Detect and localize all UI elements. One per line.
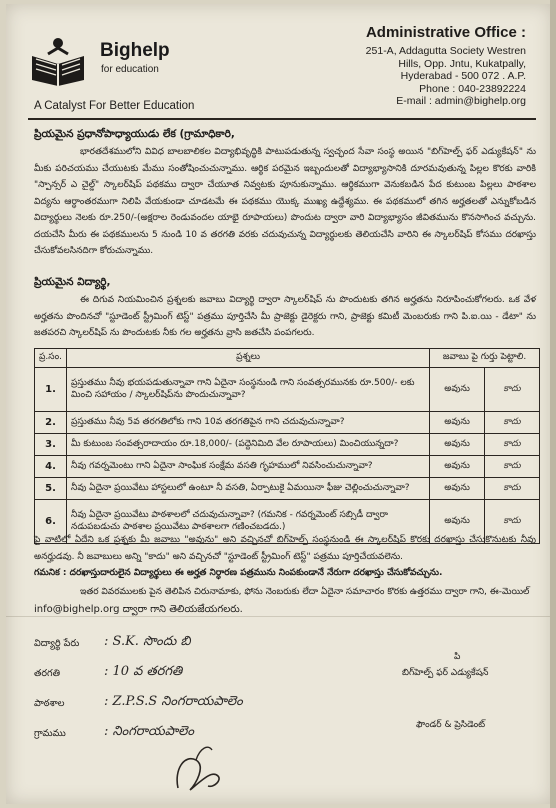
handwritten-signature [166, 740, 236, 800]
header-divider [28, 118, 536, 120]
student-name-field [34, 634, 191, 651]
eligibility-paragraph [34, 292, 536, 342]
eligibility-question-table [34, 348, 540, 544]
address-line: Hyderabad - 500 072 . A.P. [400, 70, 526, 82]
answer-yes-option[interactable]: అవును [430, 478, 485, 500]
intro-paragraph [34, 144, 536, 260]
col-num-header: ప్ర.సం. [35, 349, 67, 368]
answer-no-option[interactable]: కాదు [485, 456, 540, 478]
contact-text: ఇతర వివరములకు పైన తెలిపిన చిరునామాకు, ఫోను నెంబరుకు లేదా ఏదైనా సమాచారం కొరకు ఉత్తరము ద్వారా గాని, ఈ-మెయిల్ [80, 587, 530, 597]
question-text: నీవు గవర్నమెంటు గాని ఏదైనా సాంఘిక సంక్షేమ వసతి గృహములో నివసించుచున్నావా? [67, 456, 430, 478]
row-number: 5. [35, 478, 67, 500]
brand-subtitle: for education [101, 64, 159, 75]
office-address [326, 24, 526, 108]
table-row [35, 434, 540, 456]
answer-yes-option[interactable]: అవును [430, 412, 485, 434]
address-line: Hills, Opp. Jntu, Kukatpally, [398, 57, 526, 70]
question-text: మీ కుటుంబ సంవత్సరాదాయం రూ.18,000/- (పద్దెనిమిది వేల రూపాయలు) మించియున్నదా? [67, 434, 430, 456]
answer-no-option[interactable]: కాదు [485, 478, 540, 500]
col-question-header: ప్రశ్నలు [67, 349, 430, 368]
answer-no-option[interactable]: కాదు [485, 434, 540, 456]
student-name-label: విద్యార్థి పేరు [34, 638, 80, 649]
village-value[interactable]: : నింగరాయపాలెం [104, 724, 194, 739]
table-row [35, 478, 540, 500]
student-name-value[interactable]: : S.K. సొందు బి [104, 634, 191, 649]
question-text: నీవు ఏదైనా ప్రయివేటు పాఠశాలలో చదువుచున్నావా? (గమనిక - గవర్నమెంట్ సబ్సిడీ ద్వారా నడుపబడుచు పాఠశాల ప్రయివేటు పాఠశాలగా గణించబడదు.) [67, 500, 430, 544]
office-title: Administrative Office : [365, 24, 526, 41]
village-field [34, 724, 194, 741]
brand-logo [28, 30, 178, 90]
row-number: 2. [35, 412, 67, 434]
answer-no-option[interactable]: కాదు [485, 368, 540, 412]
answer-yes-option[interactable]: అవును [430, 368, 485, 412]
signatory-org: బిగ్‌హెల్ప్ ఫర్ ఎడ్యుకేషన్ [402, 668, 489, 678]
phone-line: Phone : 040-23892224 [419, 82, 526, 95]
email-line: E-mail : admin@bighelp.org [396, 95, 526, 107]
school-label: పాఠశాల [34, 698, 65, 709]
letter-page [6, 4, 552, 804]
row-number: 3. [35, 434, 67, 456]
student-salutation: ప్రియమైన విద్యార్థి, [34, 276, 111, 288]
tagline: A Catalyst For Better Education [34, 100, 195, 112]
school-field [34, 694, 243, 711]
table-header-row [35, 349, 540, 368]
signatory-initial: పి [454, 652, 461, 662]
answer-yes-option[interactable]: అవును [430, 500, 485, 544]
class-label: తరగతి [34, 668, 60, 679]
contact-email-line: info@bighelp.org ద్వారా గాని తెలియజేయగలరు. [34, 604, 243, 615]
eligibility-text: ఈ దిగువ నియమించిన ప్రశ్నలకు జవాబు విద్యార్థి ద్వారా స్కాలర్‌షిప్ ను పొందుటకు తగిన అర్హతను నిరూపించుకోగలరు. ఒక వేళ అర్హతను పొందినచో "స్టూడెంట్ స్ట్రీమింగ్ టెస్ట్" పత్రము పూర్తిచేసి మీ ప్రాజెక్టు డైరెక్టరు గాని, ప్రాజెక్టు కమిటీ మెంబరుకు గాని పి.ఐ.యి - డేటా" ను జతపరచి స్కాలర్‌షిప్ ను పొందుటకు నీకు గల అర్హతను వ్రాసి జతచేసి పంపగలరు. [34, 295, 536, 338]
salutation: ప్రియమైన ప్రధానోపాధ్యాయుడు లేక (గ్రామాధికారి, [34, 128, 235, 140]
open-book-logo-icon [28, 34, 98, 86]
instruction-paragraph: పై వాటిలో ఏదేని ఒక ప్రశ్నకు మీ జవాబు "అవును" అని వచ్చినచో బిగ్‌హెల్ప్ సంస్థనుండి ఈ స్కాలర్‌షిప్ కొరకు దరఖాస్తు చేసుకొనుటకు నీవు అనర్హుడవు. నీ జవాబులు అన్ని "కాదు" అని వచ్చినచో "స్టూడెంట్ స్ట్రీమింగ్ టెస్ట్" పత్రము పూర్తిచేయవలెను. [34, 535, 536, 562]
brand-name: Bighelp [100, 40, 170, 61]
class-field [34, 664, 183, 681]
col-answer-header: జవాబు పై గుర్తు పెట్టాలి. [430, 349, 540, 368]
scan-edge [550, 0, 556, 808]
answer-yes-option[interactable]: అవును [430, 434, 485, 456]
table-row [35, 368, 540, 412]
answer-no-option[interactable]: కాదు [485, 500, 540, 544]
table-row [35, 412, 540, 434]
signatory-title: ఫౌండర్ & ప్రెసిడెంట్ [416, 720, 486, 730]
row-number: 4. [35, 456, 67, 478]
table-row [35, 456, 540, 478]
contact-paragraph [34, 584, 536, 601]
school-value[interactable]: : Z.P.S.S నింగరాయపాలెం [104, 694, 243, 709]
row-number: 1. [35, 368, 67, 412]
note-paragraph: గమనిక : దరఖాస్తుదారులైన విద్యార్థులు ఈ అర్హత నిర్ధారణ పత్రమును నింపకుండానే నేరుగా దరఖాస్తు చేసుకోవచ్చును. [34, 568, 443, 578]
question-text: ప్రస్తుతము నీవు భయపడుతున్నావా గాని ఏదైనా సంస్థనుండి గాని సంవత్సరమునకు రూ.500/- లకు మించి సహాయం / స్కాలర్‌షిప్‌ను పొందుచున్నావా? [67, 368, 430, 412]
question-text: నీవు ఏదైనా ప్రయివేటు హాస్టలులో ఉంటూ నీ వసతి, ఏర్పాటుకై ఏమయినా ఫీజు చెల్లించుచున్నావా? [67, 478, 430, 500]
answer-yes-option[interactable]: అవును [430, 456, 485, 478]
answer-no-option[interactable]: కాదు [485, 412, 540, 434]
row-number: 6. [35, 500, 67, 544]
address-line: 251-A, Addagutta Society Westren [365, 45, 526, 57]
intro-text: భారతదేశములోని వివిధ బాలబాలికల విద్యాభివృద్ధికి పాటుపడుతున్న స్వచ్ఛంద సేవా సంస్థ అయిన "బిగ్‌హెల్ప్ ఫర్ ఎడ్యుకేషన్" ను మీకు పరిచయము చేయుటకు మేము సంతోషించుచున్నాము. ఆర్థిక పరమైన ఇబ్బందులతో విద్యాభ్యాసానికి దూరమవుతున్న పిల్లల కొరకు వారికి "స్పాన్సర్ ఎ చైల్డ్" స్కాలర్‌షిప్ పథకము ద్వారా చేయూత నివ్వటకు పూనుకున్నాము. ఆర్థికముగా వెనుకబడిన పేద కుటుంబ పిల్లలు పాఠశాల విద్యను ఆర్ధాంతరముగా నిలిపి వేయకుండా చూడటమే ఈ పథకము యొక్క ముఖ్య ఉద్దేశ్యము. ఈ పథకములో తగిన అర్హతలతో ఎన్నుకోబడిన విద్యార్థులు నెలకు రూ.250/-(అక్షరాల రెండువందల యాభై రూపాయలు) పొందుట ద్వారా వారి విద్యాభ్యాసం జీవితమును కొనసాగించ వచ్చును. దయచేసి మీరు ఈ పథకములను 5 నుండి 10 వ తరగతి వరకు చదువుచున్న విద్యార్థులకు తెలియచేసి వారిని ఈ స్కాలర్‌షిప్ కోసము దరఖాస్తు చేసుకోవలసినదిగా కోరుచున్నాము. [34, 147, 536, 256]
class-value[interactable]: : 10 వ తరగతి [104, 664, 183, 679]
village-label: గ్రామము [34, 728, 66, 739]
question-text: ప్రస్తుతము నీవు 5వ తరగతిలోకు గాని 10వ తరగతిపైన గాని చదువుచున్నావా? [67, 412, 430, 434]
